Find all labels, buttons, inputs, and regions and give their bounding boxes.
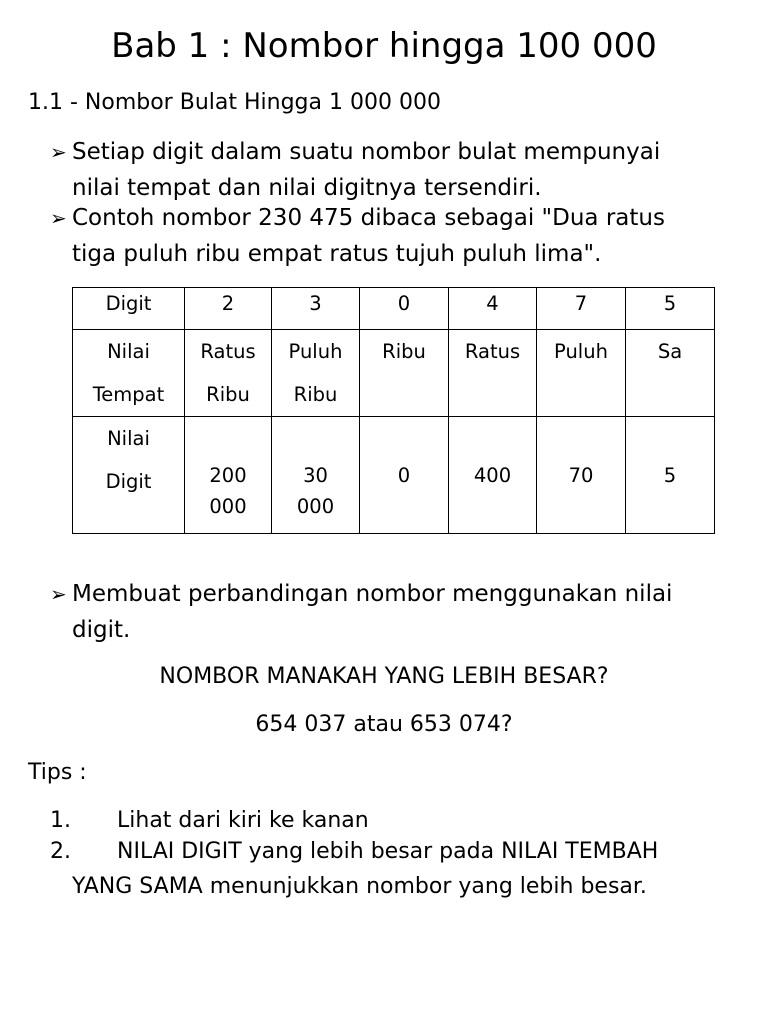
arrow-bullet-icon: ➢ <box>50 140 67 164</box>
table-cell: Sa <box>626 330 715 417</box>
table-cell: 200 000 <box>185 417 272 534</box>
table-row <box>73 417 715 534</box>
bullet-line: tiga puluh ribu empat ratus tujuh puluh lima". <box>72 241 602 267</box>
bullet-line: Contoh nombor 230 475 dibaca sebagai "Dua ratus <box>72 205 665 231</box>
table-cell: Puluh <box>537 330 626 417</box>
list-number: 1. <box>50 808 71 833</box>
table-cell: 400 <box>449 417 537 534</box>
table-cell: 3 <box>272 288 360 330</box>
bullet-item <box>50 134 750 206</box>
table-cell: 5 <box>626 417 715 534</box>
page-title: Bab 1 : Nombor hingga 100 000 <box>111 26 657 66</box>
table-row <box>73 330 715 417</box>
place-value-table <box>72 287 715 534</box>
row-header-nilai-tempat: Nilai Tempat <box>73 330 185 417</box>
bullet-line: Setiap digit dalam suatu nombor bulat mempunyai <box>72 139 661 165</box>
arrow-bullet-icon: ➢ <box>50 582 67 606</box>
list-text: NILAI DIGIT yang lebih besar pada NILAI TEMBAH <box>117 839 659 864</box>
list-number: 2. <box>50 839 71 864</box>
table-cell: 5 <box>626 288 715 330</box>
list-item <box>50 803 369 838</box>
question-text: NOMBOR MANAKAH YANG LEBIH BESAR? <box>159 664 609 689</box>
row-header-digit: Digit <box>73 288 185 330</box>
table-cell: 0 <box>360 417 449 534</box>
table-cell: 0 <box>360 288 449 330</box>
table-cell: Ribu <box>360 330 449 417</box>
comparison-numbers: 654 037 atau 653 074? <box>255 712 513 737</box>
list-text: Lihat dari kiri ke kanan <box>117 808 369 833</box>
table-cell: 30 000 <box>272 417 360 534</box>
section-subtitle: 1.1 - Nombor Bulat Hingga 1 000 000 <box>28 90 441 115</box>
arrow-bullet-icon: ➢ <box>50 206 67 230</box>
list-item <box>50 834 658 904</box>
row-header-nilai-digit: Nilai Digit <box>73 417 185 534</box>
table-cell: 4 <box>449 288 537 330</box>
bullet-item <box>50 576 750 648</box>
table-cell: 70 <box>537 417 626 534</box>
bullet-item <box>50 200 750 272</box>
tips-label: Tips : <box>28 760 87 785</box>
table-cell: Ratus Ribu <box>185 330 272 417</box>
bullet-line: nilai tempat dan nilai digitnya tersendiri. <box>72 175 542 201</box>
table-cell: Puluh Ribu <box>272 330 360 417</box>
list-text-continued: YANG SAMA menunjukkan nombor yang lebih besar. <box>72 874 647 899</box>
table-row <box>73 288 715 330</box>
bullet-line: digit. <box>72 617 131 643</box>
table-cell: 7 <box>537 288 626 330</box>
table-cell: Ratus <box>449 330 537 417</box>
table-cell: 2 <box>185 288 272 330</box>
bullet-line: Membuat perbandingan nombor menggunakan nilai <box>72 581 673 607</box>
